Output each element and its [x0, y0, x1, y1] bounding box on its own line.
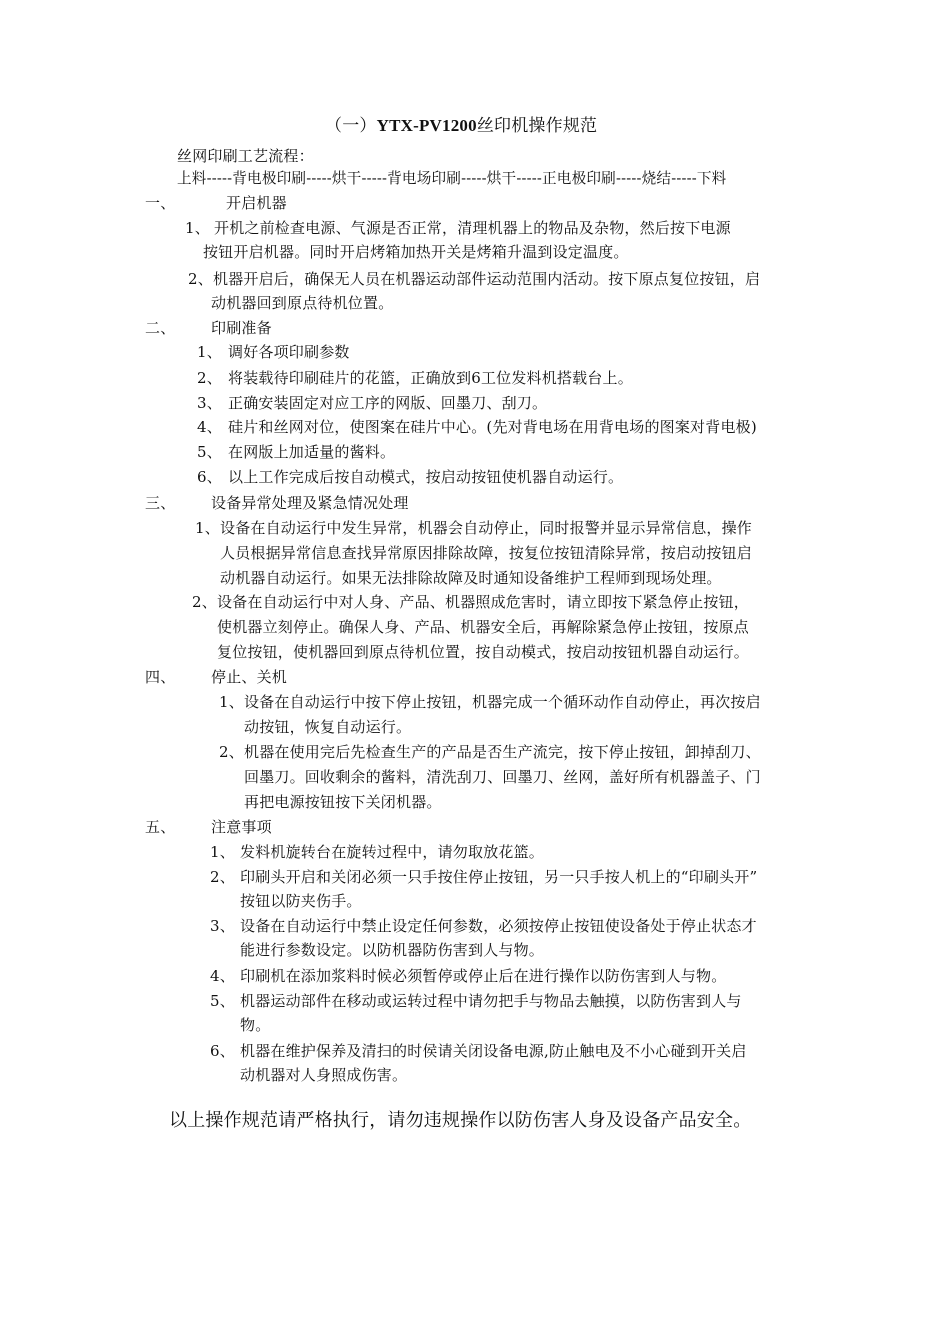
item-number: 1、 — [195, 519, 220, 537]
item-number: 5、 — [197, 443, 222, 461]
item-line: 机器在维护保养及清扫的时侯请关闭设备电源,防止触电及不小心碰到开关启 — [240, 1042, 747, 1060]
section-heading: 注意事项 — [211, 818, 272, 836]
section-heading: 印刷准备 — [211, 319, 272, 337]
item-line: 机器在使用完后先检查生产的产品是否生产流完，按下停止按钮，卸掉刮刀、 — [244, 743, 761, 761]
item-number: 2、 — [219, 743, 244, 761]
item-line: 动机器自动运行。如果无法排除故障及时通知设备维护工程师到现场处理。 — [220, 569, 722, 587]
item-line: 设备在自动运行中发生异常，机器会自动停止，同时报警并显示异常信息，操作 — [220, 519, 753, 537]
item-number: 3、 — [210, 917, 235, 935]
item-line: 开机之前检查电源、气源是否正常，清理机器上的物品及杂物，然后按下电源 — [214, 219, 731, 237]
closing-statement: 以上操作规范请严格执行，请勿违规操作以防伤害人身及设备产品安全。 — [169, 1110, 752, 1131]
item-line: 印刷头开启和关闭必须一只手按住停止按钮，另一只手按人机上的“印刷头开” — [240, 868, 758, 886]
item-line: 设备在自动运行中对人身、产品、机器照成危害时，请立即按下紧急停止按钮， — [217, 593, 750, 611]
section-heading: 停止、关机 — [211, 668, 288, 686]
item-number: 5、 — [210, 992, 235, 1010]
item-line: 机器运动部件在移动或运转过程中请勿把手与物品去触摸，以防伤害到人与 — [240, 992, 742, 1010]
item-line: 物。 — [240, 1016, 271, 1034]
item-line: 使机器立刻停止。确保人身、产品、机器安全后，再解除紧急停止按钮，按原点 — [217, 618, 750, 636]
item-line: 将装载待印刷硅片的花篮，正确放到6工位发料机搭载台上。 — [228, 369, 633, 387]
item-line: 动机器回到原点待机位置。 — [211, 294, 394, 312]
item-number: 1、 — [219, 693, 244, 711]
item-number: 1、 — [185, 219, 210, 237]
item-line: 机器开启后，确保无人员在机器运动部件运动范围内活动。按下原点复位按钮，启 — [213, 270, 761, 288]
item-line: 发料机旋转台在旋转过程中，请勿取放花篮。 — [240, 843, 545, 861]
item-line: 动按钮，恢复自动运行。 — [244, 718, 412, 736]
item-number: 4、 — [210, 967, 235, 985]
item-number: 6、 — [197, 468, 222, 486]
item-line: 动机器对人身照成伤害。 — [240, 1066, 408, 1084]
page-title: （一）YTX-PV1200丝印机操作规范 — [325, 116, 598, 136]
item-line: 调好各项印刷参数 — [228, 343, 350, 361]
item-line: 设备在自动运行中按下停止按钮，机器完成一个循环动作自动停止，再次按启 — [244, 693, 761, 711]
section-number: 二、 — [145, 319, 176, 337]
process-flow: 上料-----背电极印刷-----烘干-----背电场印刷-----烘干-----正电极印刷-----烧结-----下料 — [177, 170, 727, 187]
item-line: 人员根据异常信息查找异常原因排除故障，按复位按钮清除异常，按启动按钮启 — [220, 544, 753, 562]
item-line: 再把电源按钮按下关闭机器。 — [244, 793, 442, 811]
item-line: 回墨刀。回收剩余的酱料，清洗刮刀、回墨刀、丝网，盖好所有机器盖子、门 — [244, 768, 761, 786]
section-number: 一、 — [145, 194, 176, 212]
process-flow-label: 丝网印刷工艺流程： — [177, 147, 314, 165]
item-number: 2、 — [197, 369, 222, 387]
section-heading: 设备异常处理及紧急情况处理 — [211, 494, 409, 512]
item-number: 2、 — [210, 868, 235, 886]
item-line: 正确安装固定对应工序的网版、回墨刀、刮刀。 — [228, 394, 548, 412]
section-number: 四、 — [145, 668, 176, 686]
item-line: 以上工作完成后按自动模式，按启动按钮使机器自动运行。 — [228, 468, 624, 486]
item-number: 1、 — [210, 843, 235, 861]
item-number: 2、 — [188, 270, 213, 288]
item-number: 1、 — [197, 343, 222, 361]
item-line: 硅片和丝网对位，使图案在硅片中心。(先对背电场在用背电场的图案对背电极) — [228, 418, 757, 436]
item-number: 2、 — [192, 593, 217, 611]
item-number: 6、 — [210, 1042, 235, 1060]
item-line: 设备在自动运行中禁止设定任何参数，必须按停止按钮使设备处于停止状态才 — [240, 917, 757, 935]
item-line: 印刷机在添加浆料时候必须暂停或停止后在进行操作以防伤害到人与物。 — [240, 967, 727, 985]
section-number: 五、 — [145, 818, 176, 836]
item-line: 按钮以防夹伤手。 — [240, 892, 362, 910]
section-heading: 开启机器 — [226, 194, 287, 212]
item-number: 3、 — [197, 394, 222, 412]
section-number: 三、 — [145, 494, 176, 512]
item-line: 能进行参数设定。以防机器防伤害到人与物。 — [240, 941, 545, 959]
item-line: 在网版上加适量的酱料。 — [228, 443, 396, 461]
item-number: 4、 — [197, 418, 222, 436]
item-line: 复位按钮，使机器回到原点待机位置，按自动模式，按启动按钮机器自动运行。 — [217, 643, 750, 661]
item-line: 按钮开启机器。同时开启烤箱加热开关是烤箱升温到设定温度。 — [203, 243, 629, 261]
